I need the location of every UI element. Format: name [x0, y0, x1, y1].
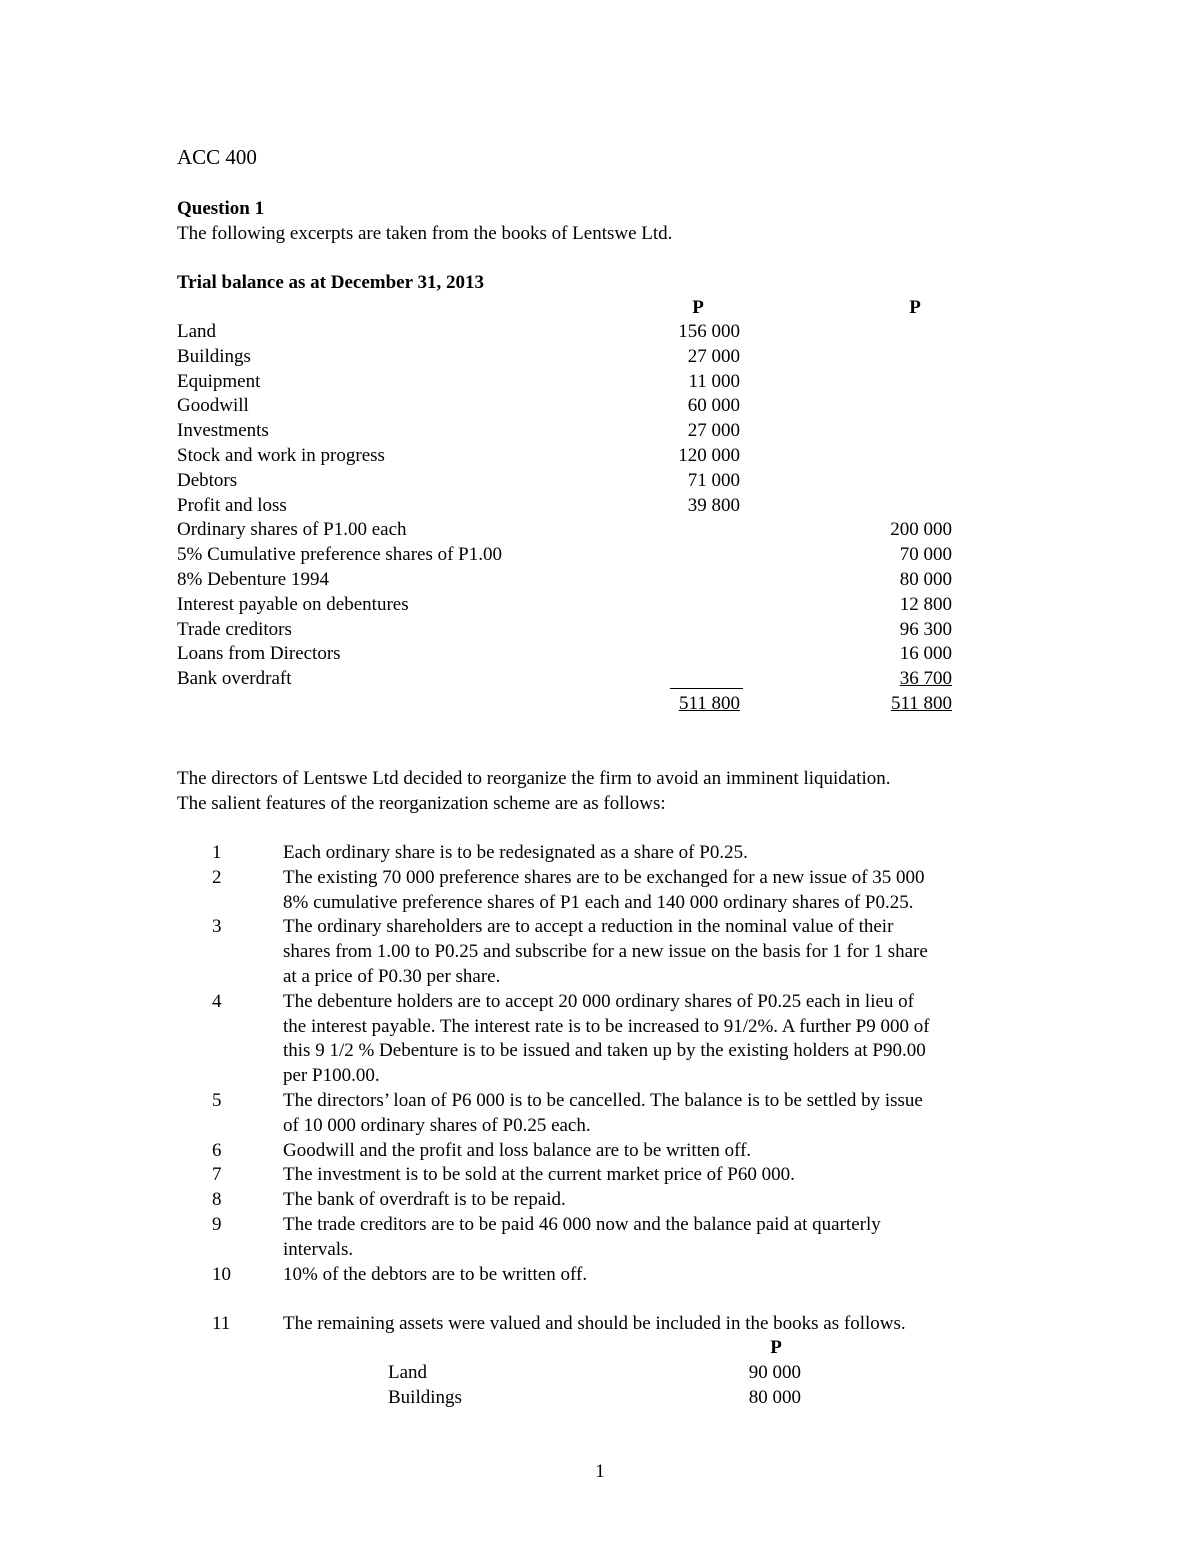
valuation-column-header: P: [770, 1337, 782, 1358]
row-label: Ordinary shares of P1.00 each: [177, 519, 407, 541]
item-number: 10: [212, 1263, 231, 1285]
table-row: [177, 345, 977, 370]
item-number: 5: [212, 1089, 222, 1111]
trial-balance-table: [177, 320, 977, 692]
valuation-table: [388, 1361, 808, 1411]
row-label: Bank overdraft: [177, 668, 292, 690]
row-label: Stock and work in progress: [177, 444, 385, 466]
table-row: [177, 370, 977, 395]
row-label: Loans from Directors: [177, 643, 341, 665]
item-text: The ordinary shareholders are to accept a reduction in the nominal value of their: [283, 916, 894, 938]
table-row: [177, 568, 977, 593]
list-item: [177, 1188, 1057, 1213]
item-text: of 10 000 ordinary shares of P0.25 each.: [283, 1114, 591, 1136]
row-label: Equipment: [177, 370, 261, 392]
item-number: 4: [212, 990, 222, 1012]
credit-value: 16 000: [899, 643, 952, 665]
item-number: 7: [212, 1164, 222, 1186]
debit-value: 60 000: [687, 395, 740, 417]
page-number: 1: [595, 1461, 605, 1482]
list-item: [177, 915, 1057, 989]
table-row: [177, 444, 977, 469]
credit-column-header: P: [909, 297, 921, 318]
item-number: 8: [212, 1189, 222, 1211]
list-item: [177, 841, 1057, 866]
item-text: The remaining assets were valued and should be included in the books as follows.: [283, 1313, 906, 1335]
row-label: Land: [177, 321, 217, 342]
question-title: Question 1: [177, 198, 265, 219]
table-row: [177, 419, 977, 444]
item-number: 3: [212, 916, 222, 938]
item-text: 10% of the debtors are to be written off.: [283, 1263, 588, 1285]
item-text: The directors’ loan of P6 000 is to be cancelled. The balance is to be settled by issue: [283, 1089, 923, 1111]
debit-value: 71 000: [687, 469, 740, 491]
list-item: [177, 1139, 1057, 1164]
item-text: The debenture holders are to accept 20 000 ordinary shares of P0.25 each in lieu of: [283, 990, 914, 1012]
item-number: 6: [212, 1139, 222, 1161]
table-row: [177, 518, 977, 543]
debit-value: 27 000: [687, 420, 740, 442]
item-text: Goodwill and the profit and loss balance are to be written off.: [283, 1139, 752, 1161]
list-item: [177, 866, 1057, 916]
table-row: [177, 667, 977, 692]
row-label: Interest payable on debentures: [177, 593, 409, 615]
row-label: Buildings: [177, 345, 251, 367]
list-item: [177, 990, 1057, 1089]
scheme-feature-list: [177, 841, 1057, 1337]
item-text: this 9 1/2 % Debenture is to be issued and taken up by the existing holders at P90.00: [283, 1040, 926, 1062]
table-row: [177, 494, 977, 519]
debit-value: 11 000: [688, 370, 740, 392]
row-label: 5% Cumulative preference shares of P1.00: [177, 544, 503, 566]
credit-value: 200 000: [890, 519, 952, 541]
item-number: 2: [212, 866, 222, 888]
list-item: [177, 1163, 1057, 1188]
table-row: [177, 642, 977, 667]
intro-text: The following excerpts are taken from the books of Lentswe Ltd.: [177, 223, 673, 244]
asset-value: 80 000: [748, 1386, 801, 1408]
credit-value: 12 800: [899, 593, 952, 615]
list-item: [177, 1263, 1057, 1288]
table-row: [177, 394, 977, 419]
item-text: shares from 1.00 to P0.25 and subscribe for a new issue on the basis for 1 for 1 share: [283, 941, 928, 963]
item-text: at a price of P0.30 per share.: [283, 965, 501, 987]
asset-label: Land: [388, 1362, 428, 1383]
course-code: ACC 400: [177, 145, 257, 169]
item-number: 1: [212, 842, 222, 863]
credit-value: 80 000: [899, 568, 952, 590]
item-text: The bank of overdraft is to be repaid.: [283, 1189, 566, 1211]
table-row: [177, 469, 977, 494]
table-row: [177, 618, 977, 643]
table-row: [177, 543, 977, 568]
table-row: [177, 320, 977, 345]
row-label: Profit and loss: [177, 494, 287, 516]
row-label: Goodwill: [177, 395, 249, 417]
trial-balance-title: Trial balance as at December 31, 2013: [177, 272, 484, 293]
debit-value: 120 000: [678, 444, 740, 466]
list-item: [177, 1213, 1057, 1263]
item-text: Each ordinary share is to be redesignated as a share of P0.25.: [283, 842, 748, 863]
credit-value: 70 000: [899, 544, 952, 566]
debit-column-header: P: [692, 297, 704, 318]
item-text: the interest payable. The interest rate is to be increased to 91/2%. A further P9 000 of: [283, 1015, 930, 1037]
paragraph-line: The directors of Lentswe Ltd decided to reorganize the firm to avoid an imminent liquidation.: [177, 768, 891, 789]
paragraph-line: The salient features of the reorganization scheme are as follows:: [177, 792, 666, 814]
row-label: Debtors: [177, 469, 238, 491]
asset-label: Buildings: [388, 1386, 462, 1408]
item-text: The existing 70 000 preference shares are to be exchanged for a new issue of 35 000: [283, 866, 925, 888]
table-row: [177, 593, 977, 618]
debit-value: 156 000: [678, 321, 740, 342]
row-label: 8% Debenture 1994: [177, 568, 329, 590]
scheme-intro-paragraph: [177, 767, 1037, 817]
item-number: 9: [212, 1213, 222, 1235]
debit-value: 27 000: [687, 345, 740, 367]
item-text: The investment is to be sold at the current market price of P60 000.: [283, 1164, 795, 1186]
list-item: [177, 1312, 1057, 1337]
item-number: 11: [212, 1313, 231, 1335]
credit-value: 96 300: [899, 618, 952, 640]
item-text: intervals.: [283, 1238, 354, 1260]
row-label: Investments: [177, 420, 269, 442]
item-text: 8% cumulative preference shares of P1 each and 140 000 ordinary shares of P0.25.: [283, 891, 914, 913]
debit-value: 39 800: [687, 494, 740, 516]
credit-total: 511 800: [890, 693, 952, 714]
totals-row: [177, 692, 977, 717]
list-item: [177, 1089, 1057, 1139]
item-text: per P100.00.: [283, 1065, 380, 1087]
row-label: Trade creditors: [177, 618, 292, 640]
item-text: The trade creditors are to be paid 46 000 now and the balance paid at quarterly: [283, 1213, 881, 1235]
asset-value: 90 000: [748, 1362, 801, 1383]
debit-column-rule: [670, 688, 743, 689]
debit-total: 511 800: [678, 693, 740, 714]
table-row: [388, 1386, 808, 1411]
credit-value: 36 700: [899, 668, 952, 690]
table-row: [388, 1361, 808, 1386]
